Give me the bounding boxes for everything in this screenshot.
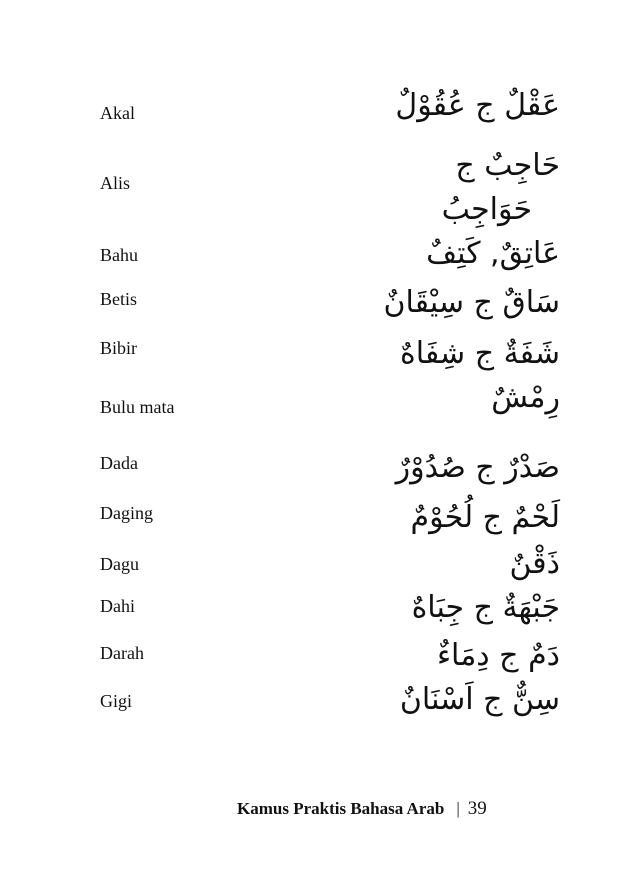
arabic-word: صَدْرٌ ج صُدُوْرٌ bbox=[395, 450, 560, 485]
arabic-word: حَاجِبٌ ج bbox=[455, 148, 560, 183]
arabic-word: دَمٌ ج دِمَاءٌ bbox=[436, 638, 560, 673]
arabic-word: شَفَةٌ ج شِفَاهٌ bbox=[399, 336, 560, 371]
latin-word: Gigi bbox=[100, 691, 133, 711]
entry-alis bbox=[100, 144, 560, 240]
latin-word: Daging bbox=[100, 503, 153, 523]
entry-dada bbox=[100, 446, 560, 490]
entry-gigi bbox=[100, 678, 560, 722]
entry-akal bbox=[100, 84, 560, 128]
page-footer bbox=[237, 796, 567, 822]
arabic-word: عَقْلٌ ج عُقُوْلٌ bbox=[395, 88, 560, 123]
latin-word: Bahu bbox=[100, 245, 138, 265]
latin-word: Dagu bbox=[100, 554, 139, 574]
arabic-word: سَاقٌ ج سِيْقَانٌ bbox=[383, 285, 560, 320]
arabic-word: سِنٌّ ج اَسْنَانٌ bbox=[399, 682, 560, 717]
latin-word: Dahi bbox=[100, 596, 135, 616]
book-title: Kamus Praktis Bahasa Arab bbox=[237, 799, 445, 818]
page-number: 39 bbox=[467, 798, 487, 819]
entry-dagu bbox=[100, 542, 560, 586]
arabic-word: لَحْمٌ ج لُحُوْمٌ bbox=[410, 500, 560, 535]
latin-word: Dada bbox=[100, 453, 138, 473]
entry-darah bbox=[100, 634, 560, 678]
arabic-word: جَبْهَةٌ ج جِبَاهٌ bbox=[411, 590, 560, 625]
footer-separator: | bbox=[456, 799, 460, 818]
latin-word: Alis bbox=[100, 173, 131, 193]
latin-word: Akal bbox=[100, 103, 135, 123]
latin-word: Betis bbox=[100, 289, 138, 309]
entry-daging bbox=[100, 496, 560, 540]
entry-bahu bbox=[100, 232, 560, 276]
arabic-word-line2: حَوَاجِبُ bbox=[441, 192, 532, 227]
latin-word: Darah bbox=[100, 643, 144, 663]
entry-betis bbox=[100, 281, 560, 325]
entry-bulu-mata bbox=[100, 376, 560, 420]
entry-bibir bbox=[100, 332, 560, 376]
arabic-word: رِمْشٌ bbox=[491, 380, 560, 415]
latin-word: Bulu mata bbox=[100, 397, 175, 417]
arabic-word: عَاتِقٌ, كَتِفٌ bbox=[426, 236, 560, 271]
latin-word: Bibir bbox=[100, 338, 138, 358]
arabic-word: ذَقْنٌ bbox=[509, 546, 560, 581]
entry-dahi bbox=[100, 586, 560, 630]
